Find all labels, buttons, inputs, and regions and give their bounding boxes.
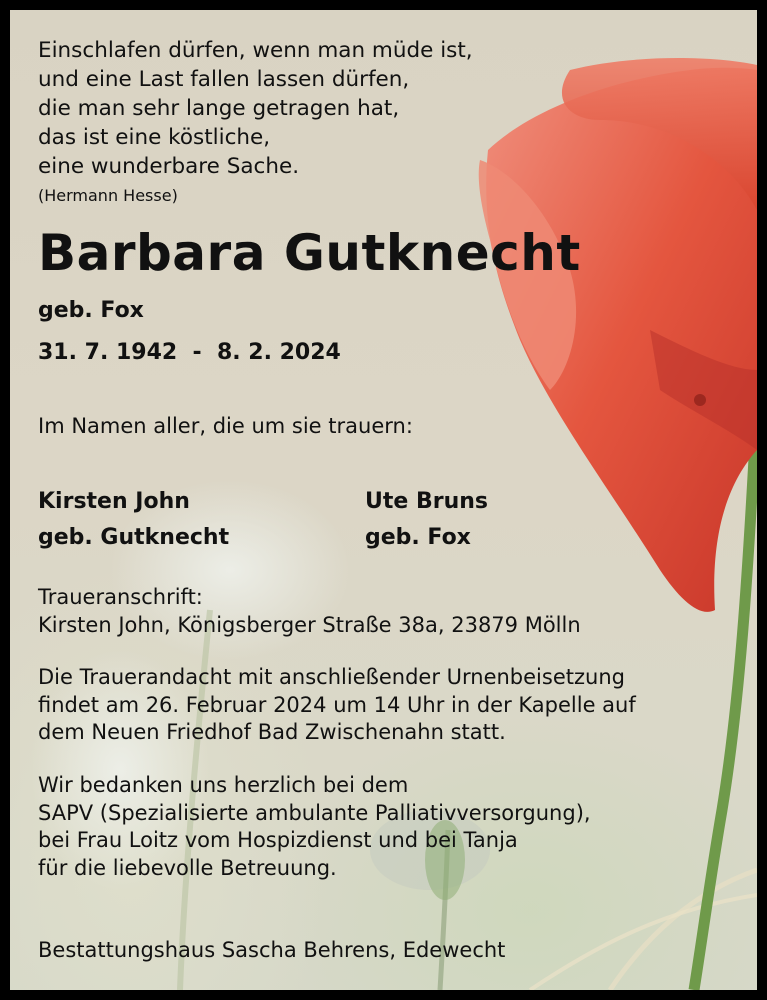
poem-line: Einschlafen dürfen, wenn man müde ist, [38, 38, 473, 63]
mourner-born-name: geb. Gutknecht [38, 525, 230, 550]
mourner-born-name: geb. Fox [365, 525, 471, 550]
poem-quote [38, 36, 473, 181]
obituary-card [10, 10, 757, 990]
service-line: Die Trauerandacht mit anschließender Urnenbeisetzung [38, 665, 625, 689]
service-line: findet am 26. Februar 2024 um 14 Uhr in der Kapelle auf [38, 692, 636, 717]
mourner-ute-bruns [365, 484, 488, 556]
mourning-intro: Im Namen aller, die um sie trauern: [38, 414, 413, 438]
mourner-name: Ute Bruns [365, 489, 488, 514]
address-label: Traueranschrift: [38, 585, 203, 609]
poem-line: das ist eine köstliche, [38, 125, 271, 150]
thanks-line: SAPV (Spezialisierte ambulante Palliativversorgung), [38, 800, 591, 825]
thanks-note [38, 772, 591, 882]
service-line: dem Neuen Friedhof Bad Zwischenahn statt. [38, 720, 506, 744]
service-info [38, 664, 636, 747]
mourner-name: Kirsten John [38, 489, 190, 514]
thanks-line: bei Frau Loitz vom Hospizdienst und bei Tanja [38, 828, 518, 852]
deceased-name: Barbara Gutknecht [38, 224, 581, 282]
mourning-address [38, 584, 581, 639]
poem-line: eine wunderbare Sache. [38, 154, 300, 179]
address-value: Kirsten John, Königsberger Straße 38a, 23879 Mölln [38, 612, 581, 637]
poem-author: (Hermann Hesse) [38, 186, 178, 205]
deceased-dates: 31. 7. 1942 - 8. 2. 2024 [38, 340, 341, 365]
thanks-line: für die liebevolle Betreuung. [38, 855, 337, 880]
poem-line: und eine Last fallen lassen dürfen, [38, 67, 410, 92]
poem-line: die man sehr lange getragen hat, [38, 96, 400, 121]
undertaker: Bestattungshaus Sascha Behrens, Edewecht [38, 938, 506, 962]
deceased-born-name: geb. Fox [38, 298, 144, 323]
thanks-line: Wir bedanken uns herzlich bei dem [38, 773, 409, 797]
mourner-kirsten-john [38, 484, 229, 556]
